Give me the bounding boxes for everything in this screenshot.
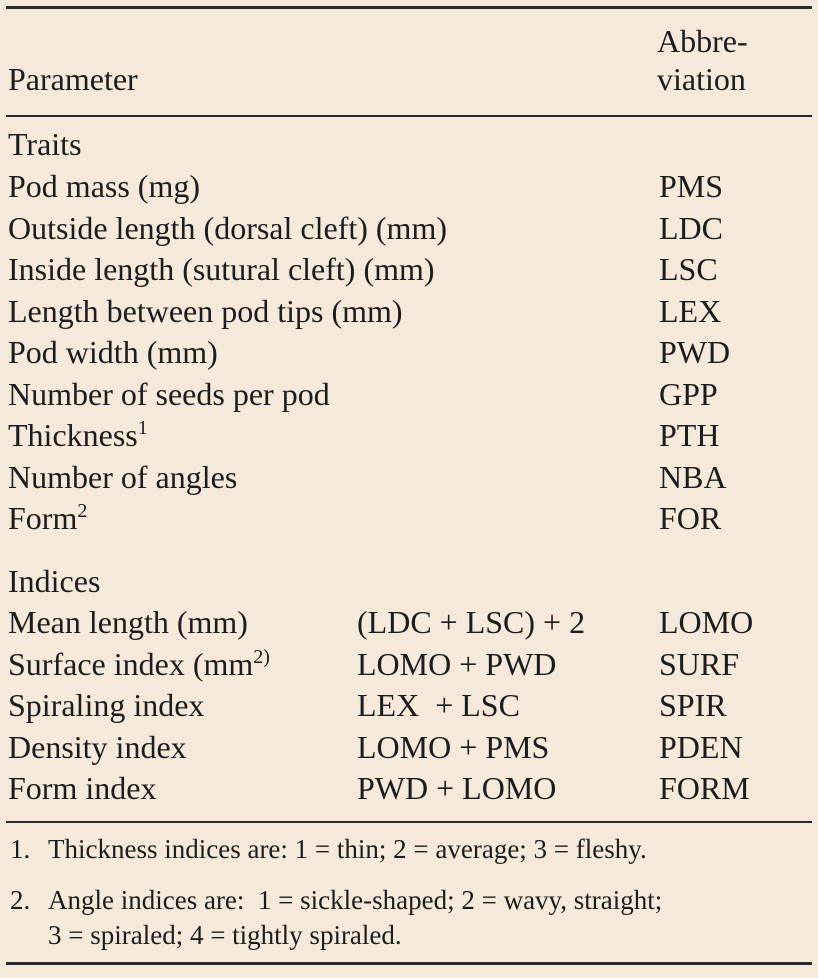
parameter-name: Spiraling index bbox=[8, 687, 205, 723]
header-parameter: Parameter bbox=[8, 61, 138, 97]
header-abbreviation-line2: viation bbox=[657, 61, 746, 97]
table-row bbox=[0, 604, 818, 640]
parameter-cell bbox=[8, 770, 156, 806]
table-row bbox=[0, 500, 818, 536]
table-row bbox=[0, 687, 818, 723]
parameter-name: Inside length (sutural cleft) (mm) bbox=[8, 251, 435, 287]
abbreviation-cell: GPP bbox=[659, 375, 718, 412]
footnote-marker: 2) bbox=[253, 645, 270, 668]
abbreviation-cell: FORM bbox=[659, 770, 750, 806]
footnote-marker: 2 bbox=[77, 500, 88, 522]
parameter-cell bbox=[8, 168, 200, 204]
table-row bbox=[0, 168, 818, 204]
parameter-name: Number of seeds per pod bbox=[8, 375, 330, 412]
abbreviation-cell: LDC bbox=[659, 209, 723, 246]
parameter-cell bbox=[8, 334, 218, 370]
parameter-cell bbox=[8, 293, 403, 329]
top-rule bbox=[6, 6, 812, 9]
parameter-cell bbox=[8, 646, 270, 682]
parameter-name: Mean length (mm) bbox=[8, 604, 248, 640]
footnote-rule bbox=[6, 821, 812, 823]
header-abbreviation-line1: Abbre- bbox=[657, 23, 748, 59]
parameter-cell bbox=[8, 210, 447, 246]
abbreviation-cell: PMS bbox=[659, 168, 724, 204]
parameter-cell bbox=[8, 687, 204, 723]
table-row bbox=[0, 417, 818, 453]
formula-cell: (LDC + LSC) + 2 bbox=[357, 604, 586, 640]
abbreviation-cell: NBA bbox=[659, 458, 727, 495]
formula-cell: LEX + LSC bbox=[357, 687, 520, 723]
parameter-name: Pod mass (mg) bbox=[8, 168, 200, 204]
table-row bbox=[0, 729, 818, 765]
header-rule bbox=[6, 115, 812, 117]
parameter-cell bbox=[8, 604, 248, 640]
section-heading-indices bbox=[0, 563, 818, 599]
parameter-cell bbox=[8, 500, 87, 536]
parameter-cell bbox=[8, 417, 148, 453]
table-row bbox=[0, 646, 818, 682]
table-row bbox=[0, 770, 818, 806]
formula-cell: LOMO + PMS bbox=[357, 728, 550, 765]
footnote-text: Thickness indices are: 1 = thin; 2 = average; 3 = fleshy. bbox=[48, 834, 647, 864]
parameter-cell bbox=[8, 376, 330, 412]
abbreviation-cell: PDEN bbox=[659, 728, 743, 765]
abbreviation-cell: PTH bbox=[659, 417, 720, 453]
table-row bbox=[0, 210, 818, 246]
table-row bbox=[0, 376, 818, 412]
footnote-text: 3 = spiraled; 4 = tightly spiraled. bbox=[48, 920, 402, 950]
parameter-cell bbox=[8, 459, 237, 495]
formula-cell: LOMO + PWD bbox=[357, 645, 557, 682]
parameter-name: Form index bbox=[8, 770, 157, 806]
parameter-name: Density index bbox=[8, 728, 187, 765]
table-row bbox=[0, 459, 818, 495]
abbreviation-cell: SPIR bbox=[659, 687, 727, 723]
abbreviation-cell: SURF bbox=[659, 645, 740, 682]
parameter-name: Surface index (mm bbox=[8, 645, 254, 682]
section-label: Traits bbox=[8, 126, 82, 162]
parameter-name: Length between pod tips (mm) bbox=[8, 292, 403, 329]
bottom-rule bbox=[6, 962, 812, 965]
abbreviation-cell: PWD bbox=[659, 334, 731, 370]
parameter-name: Number of angles bbox=[8, 458, 238, 495]
footnote-number: 1. bbox=[10, 834, 31, 864]
section-heading-traits bbox=[0, 126, 818, 162]
footnote-marker: 1 bbox=[137, 417, 148, 439]
footnote-number: 2. bbox=[10, 885, 31, 915]
parameter-name: Outside length (dorsal cleft) (mm) bbox=[8, 209, 447, 246]
table-row bbox=[0, 293, 818, 329]
parameter-cell bbox=[8, 251, 435, 287]
abbreviation-cell: LOMO bbox=[659, 604, 754, 640]
abbreviation-cell: LEX bbox=[659, 292, 722, 329]
table-row bbox=[0, 334, 818, 370]
table-row bbox=[0, 251, 818, 287]
section-label: Indices bbox=[8, 563, 101, 599]
formula-cell: PWD + LOMO bbox=[357, 770, 557, 806]
parameter-name: Form bbox=[8, 500, 78, 536]
abbreviation-cell: FOR bbox=[659, 500, 722, 536]
parameter-cell bbox=[8, 729, 187, 765]
abbreviation-cell: LSC bbox=[659, 251, 718, 287]
parameter-name: Pod width (mm) bbox=[8, 334, 218, 370]
parameter-name: Thickness bbox=[8, 417, 138, 453]
footnote-text: Angle indices are: 1 = sickle-shaped; 2 = wavy, straight; bbox=[48, 885, 663, 915]
